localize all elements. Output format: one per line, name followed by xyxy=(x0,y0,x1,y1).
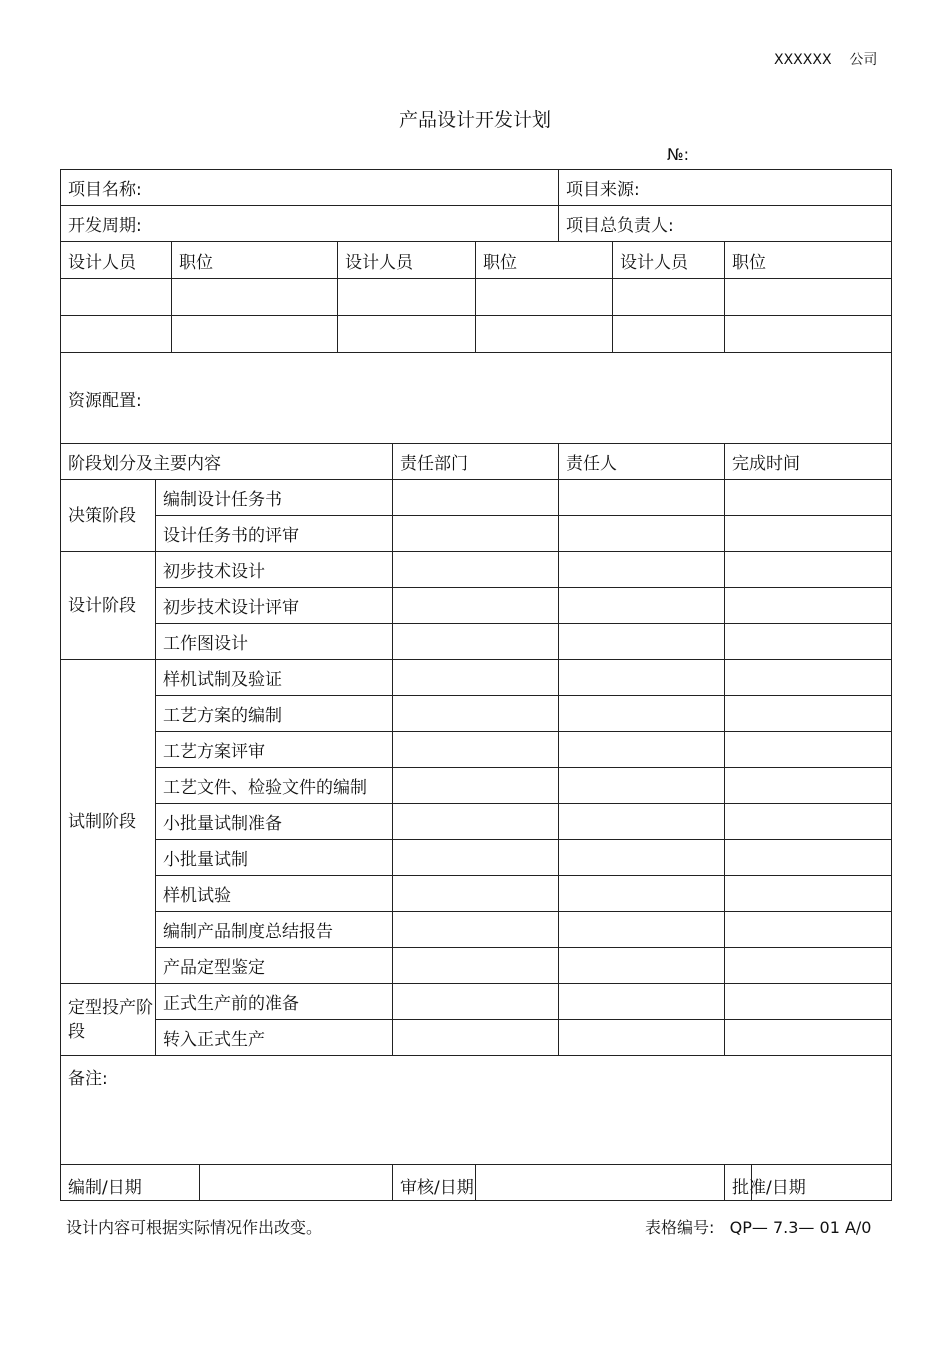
task-label: 工艺方案的编制 xyxy=(156,696,393,732)
department-header: 责任部门 xyxy=(393,444,559,480)
project-leader-field[interactable]: 项目总负责人: xyxy=(559,206,892,242)
page-title: 产品设计开发计划 xyxy=(398,109,551,131)
footer-note: 设计内容可根据实际情况作出改变。 xyxy=(66,1218,323,1237)
deadline-cell[interactable] xyxy=(725,624,892,660)
staff-cell[interactable] xyxy=(338,316,476,353)
task-label: 编制产品制度总结报告 xyxy=(156,912,393,948)
owner-cell[interactable] xyxy=(559,696,725,732)
department-cell[interactable] xyxy=(393,768,559,804)
position-header: 职位 xyxy=(476,242,613,279)
designer-header: 设计人员 xyxy=(338,242,476,279)
department-cell[interactable] xyxy=(393,480,559,516)
staff-cell[interactable] xyxy=(338,279,476,316)
stage-label: 设计阶段 xyxy=(61,552,156,660)
department-cell[interactable] xyxy=(393,732,559,768)
plan-form-table xyxy=(60,169,892,1201)
department-cell[interactable] xyxy=(393,840,559,876)
owner-cell[interactable] xyxy=(559,804,725,840)
task-label: 小批量试制 xyxy=(156,840,393,876)
department-cell[interactable] xyxy=(393,1020,559,1056)
owner-cell[interactable] xyxy=(559,948,725,984)
task-label: 小批量试制准备 xyxy=(156,804,393,840)
staff-cell[interactable] xyxy=(476,279,613,316)
owner-cell[interactable] xyxy=(559,624,725,660)
owner-cell[interactable] xyxy=(559,732,725,768)
department-cell[interactable] xyxy=(393,624,559,660)
deadline-cell[interactable] xyxy=(725,804,892,840)
staff-cell[interactable] xyxy=(725,316,892,353)
department-cell[interactable] xyxy=(393,552,559,588)
number-label: №: xyxy=(667,145,690,164)
deadline-cell[interactable] xyxy=(725,1020,892,1056)
task-label: 工艺文件、检验文件的编制 xyxy=(156,768,393,804)
remarks-field[interactable]: 备注: xyxy=(61,1056,892,1165)
deadline-cell[interactable] xyxy=(725,480,892,516)
department-cell[interactable] xyxy=(393,948,559,984)
owner-cell[interactable] xyxy=(559,768,725,804)
deadline-cell[interactable] xyxy=(725,732,892,768)
position-header: 职位 xyxy=(172,242,338,279)
deadline-cell[interactable] xyxy=(725,768,892,804)
owner-cell[interactable] xyxy=(559,480,725,516)
stage-content-header: 阶段划分及主要内容 xyxy=(61,444,393,480)
task-label: 初步技术设计 xyxy=(156,552,393,588)
task-label: 设计任务书的评审 xyxy=(156,516,393,552)
task-label: 样机试制及验证 xyxy=(156,660,393,696)
owner-cell[interactable] xyxy=(559,1020,725,1056)
staff-cell[interactable] xyxy=(725,279,892,316)
deadline-cell[interactable] xyxy=(725,552,892,588)
staff-cell[interactable] xyxy=(61,316,172,353)
form-code: 表格编号: QP— 7.3— 01 A/0 xyxy=(645,1218,872,1237)
deadline-cell[interactable] xyxy=(725,912,892,948)
deadline-cell[interactable] xyxy=(725,984,892,1020)
deadline-header: 完成时间 xyxy=(725,444,892,480)
department-cell[interactable] xyxy=(393,984,559,1020)
stage-label: 定型投产阶段 xyxy=(61,984,156,1056)
deadline-cell[interactable] xyxy=(725,660,892,696)
position-header: 职位 xyxy=(725,242,892,279)
staff-cell[interactable] xyxy=(61,279,172,316)
deadline-cell[interactable] xyxy=(725,876,892,912)
deadline-cell[interactable] xyxy=(725,840,892,876)
owner-cell[interactable] xyxy=(559,588,725,624)
department-cell[interactable] xyxy=(393,660,559,696)
owner-cell[interactable] xyxy=(559,984,725,1020)
deadline-cell[interactable] xyxy=(725,516,892,552)
staff-cell[interactable] xyxy=(172,316,338,353)
prepared-by-label: 编制/日期 xyxy=(61,1165,200,1201)
task-label: 工艺方案评审 xyxy=(156,732,393,768)
deadline-cell[interactable] xyxy=(725,948,892,984)
designer-header: 设计人员 xyxy=(61,242,172,279)
department-cell[interactable] xyxy=(393,696,559,732)
task-label: 正式生产前的准备 xyxy=(156,984,393,1020)
task-label: 转入正式生产 xyxy=(156,1020,393,1056)
owner-cell[interactable] xyxy=(559,840,725,876)
task-label: 样机试验 xyxy=(156,876,393,912)
task-label: 初步技术设计评审 xyxy=(156,588,393,624)
staff-cell[interactable] xyxy=(172,279,338,316)
company-name: XXXXXX 公司 xyxy=(774,52,878,68)
owner-cell[interactable] xyxy=(559,660,725,696)
department-cell[interactable] xyxy=(393,876,559,912)
task-label: 工作图设计 xyxy=(156,624,393,660)
task-label: 编制设计任务书 xyxy=(156,480,393,516)
owner-cell[interactable] xyxy=(559,876,725,912)
designer-header: 设计人员 xyxy=(613,242,725,279)
department-cell[interactable] xyxy=(393,804,559,840)
stage-label: 试制阶段 xyxy=(61,660,156,984)
deadline-cell[interactable] xyxy=(725,588,892,624)
department-cell[interactable] xyxy=(393,588,559,624)
project-source-field[interactable]: 项目来源: xyxy=(559,170,892,206)
staff-cell[interactable] xyxy=(476,316,613,353)
department-cell[interactable] xyxy=(393,516,559,552)
reviewed-by-cell[interactable] xyxy=(476,1165,725,1201)
owner-header: 责任人 xyxy=(559,444,725,480)
deadline-cell[interactable] xyxy=(725,696,892,732)
project-name-field[interactable]: 项目名称: xyxy=(61,170,559,206)
staff-cell[interactable] xyxy=(613,279,725,316)
owner-cell[interactable] xyxy=(559,516,725,552)
prepared-by-cell[interactable] xyxy=(200,1165,393,1201)
stage-label: 决策阶段 xyxy=(61,480,156,552)
owner-cell[interactable] xyxy=(559,912,725,948)
staff-cell[interactable] xyxy=(613,316,725,353)
department-cell[interactable] xyxy=(393,912,559,948)
owner-cell[interactable] xyxy=(559,552,725,588)
task-label: 产品定型鉴定 xyxy=(156,948,393,984)
approved-by-label: 批准/日期 xyxy=(725,1165,752,1201)
dev-period-field[interactable]: 开发周期: xyxy=(61,206,559,242)
resources-field[interactable]: 资源配置: xyxy=(61,353,892,444)
reviewed-by-label: 审核/日期 xyxy=(393,1165,476,1201)
